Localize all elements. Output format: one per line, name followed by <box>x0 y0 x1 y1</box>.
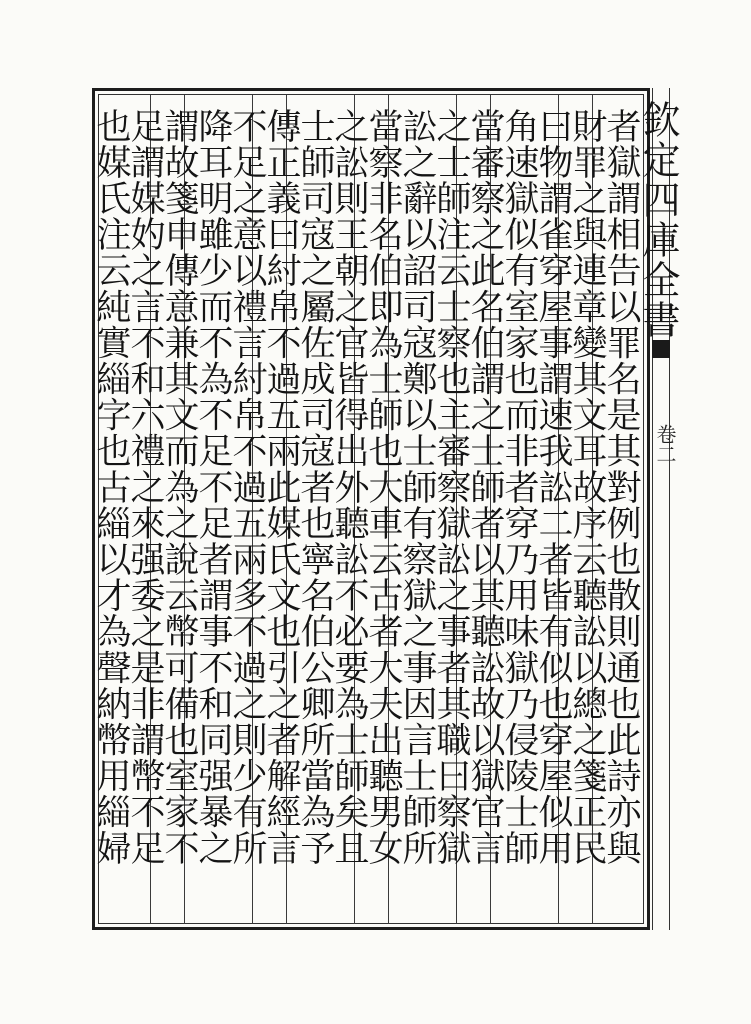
text-column-8: 當察非名伯即為士師也大車云古者大夫出聽男女 <box>363 108 403 867</box>
book-title: 欽定四庫全書 <box>636 100 680 340</box>
text-column-9: 之訟則王朝之官皆得出外聽訟不必要為士師矣且 <box>329 108 369 867</box>
text-column-11: 傳正義曰紂帛不過五兩此媒氏文也引之者解經言 <box>261 108 301 867</box>
fish-tail-mark <box>652 340 670 358</box>
text-column-3: 曰物謂雀穿屋事謂速我訟二者皆有似也穿屋似用 <box>533 108 573 867</box>
text-column-15: 足謂媒妁之言不和六禮之來强委之是非謂幣不足 <box>125 108 165 867</box>
text-column-10: 士師司寇之屬佐成司寇者也寧名伯公卿所當為予 <box>295 108 335 867</box>
volume-label: 卷二 <box>653 424 677 464</box>
text-column-16: 也媒氏注云純實緇字也古緇以才為聲納幣用緇婦 <box>91 108 131 867</box>
text-column-14: 謂故箋申傳意兼其文而為之說云幣可備也室家不 <box>159 108 199 867</box>
text-column-5: 當審察之此名伯謂之士師者以其聽訟故以獄官言 <box>465 108 505 867</box>
text-column-13: 降耳明雖少而不為不足不足者謂事不和同强暴之 <box>193 108 233 867</box>
text-column-7: 訟之辭以詔司寇鄭以士師有察獄之事因言士師所 <box>397 108 437 867</box>
text-column-2: 財罪之與連章變其文耳故序云聽訟以總之箋正民 <box>567 108 607 867</box>
text-column-4: 角速獄似有室家也而非者穿乃用味獄乃侵陵士師 <box>499 108 539 867</box>
text-column-1: 者獄謂相告以罪名是其對例也散則通也此詩亦與 <box>601 108 641 867</box>
text-column-6: 之士師注云士察也主審察獄訟之事者其職曰察獄 <box>431 108 471 867</box>
text-column-12: 不足之意以禮言紂帛不過五兩多不過之則少有所 <box>227 108 267 867</box>
